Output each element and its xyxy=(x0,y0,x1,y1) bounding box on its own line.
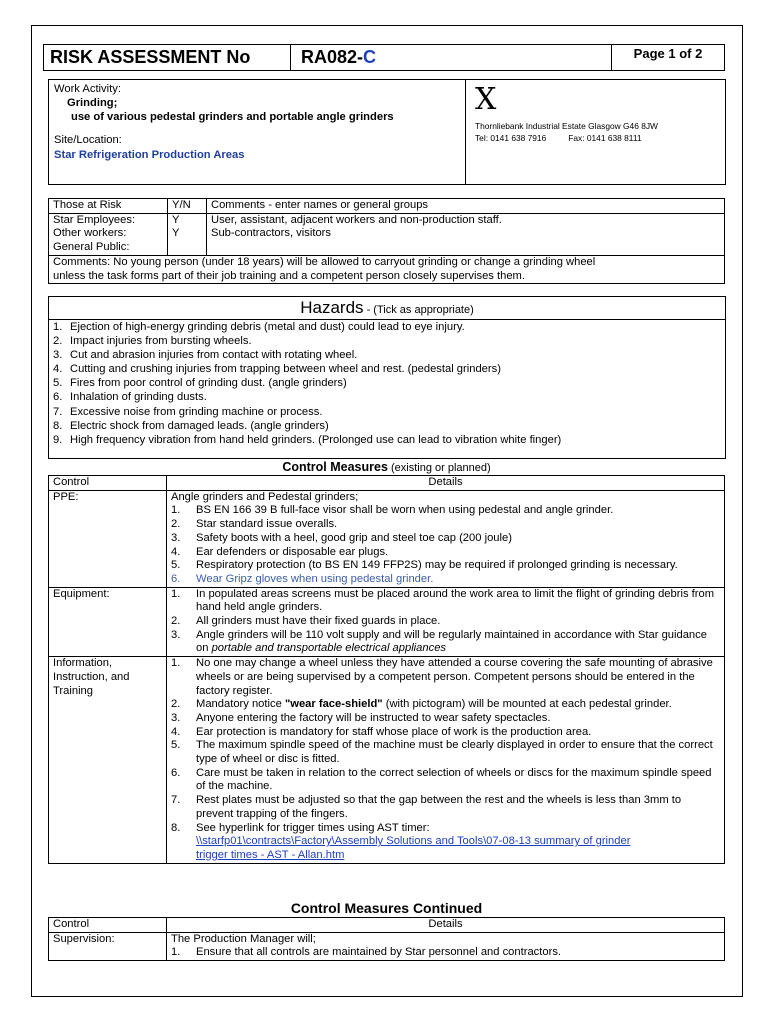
risk-groups-cell xyxy=(49,213,168,255)
ppe-intro: Angle grinders and Pedestal grinders; xyxy=(171,490,359,503)
page-indicator: Page 1 of 2 xyxy=(612,45,725,71)
site-value: Star Refrigeration Production Areas xyxy=(54,149,245,161)
equipment-item: 2. All grinders must have their fixed guards in place. xyxy=(171,615,441,628)
training-item: 5. The maximum spindle speed of the machine must be clearly displayed in order to ensure that the correct type of wheel or disc is fitted. xyxy=(171,739,713,766)
col-header-control: Control xyxy=(49,476,167,491)
hazards-box xyxy=(48,296,726,459)
document-title: RISK ASSESSMENT No xyxy=(44,45,291,71)
site-label: Site/Location: xyxy=(54,134,122,146)
hazard-item: 5. Fires from poor control of grinding dust. (angle grinders) xyxy=(53,377,347,390)
hazard-item: 9. High frequency vibration from hand held grinders. (Prolonged use can lead to vibration white finger) xyxy=(53,433,562,446)
training-item: 3. Anyone entering the factory will be instructed to wear safety spectacles. xyxy=(171,711,551,724)
training-item: 7. Rest plates must be adjusted so that the gap between the rest and the wheels is less than 3mm to prevent trapping of the fingers. xyxy=(171,794,682,820)
comment-line: Comments: No young person (under 18 years) will be allowed to carryout grinding or change a grinding wheel xyxy=(53,255,596,268)
group-comment: Sub-contractors, visitors xyxy=(211,227,331,240)
work-activity-box xyxy=(48,79,726,185)
fax-number: Fax: 0141 638 8111 xyxy=(568,133,642,143)
yn-value: Y xyxy=(172,227,180,240)
trigger-times-link[interactable]: \\starfp01\contracts\Factory\Assembly Solutions and Tools\07-08-13 summary of grinder trigger times - AST - Allan.htm xyxy=(196,835,631,861)
at-risk-table xyxy=(48,198,725,284)
control-subtitle: (existing or planned) xyxy=(387,462,491,474)
activity-description: use of various pedestal grinders and portable angle grinders xyxy=(71,111,394,123)
control-continued-heading: Control Measures Continued xyxy=(290,900,483,916)
hazards-subtitle: - (Tick as appropriate) xyxy=(363,304,474,316)
company-section xyxy=(466,80,724,184)
hazard-item: 7. Excessive noise from grinding machine or process. xyxy=(53,405,323,418)
ppe-details xyxy=(167,490,725,587)
risk-comments-cell xyxy=(207,213,725,255)
company-address xyxy=(475,120,658,144)
ppe-item-gloves: 6. Wear Gripz gloves when using pedestal grinder. xyxy=(171,572,434,585)
equipment-details xyxy=(167,587,725,657)
contact-line xyxy=(475,132,658,144)
hazard-item: 2. Impact injuries from bursting wheels. xyxy=(53,335,252,348)
training-item: 1. No one may change a wheel unless they have attended a course covering the safe mounting of abrasive wheels or are being supervised by a competent person. Competent persons should be entered in the factory register. xyxy=(171,657,713,697)
supervision-item: 1. Ensure that all controls are maintained by Star personnel and contractors. xyxy=(171,946,562,959)
training-item: 2. Mandatory notice "wear face-shield" (with pictogram) will be mounted at each pedestal grinder. xyxy=(171,698,672,711)
yn-value: Y xyxy=(172,213,180,226)
supervision-details xyxy=(167,932,725,960)
col-header-details: Details xyxy=(167,918,725,933)
training-label: Information, Instruction, and Training xyxy=(49,657,167,864)
equipment-label: Equipment: xyxy=(49,587,167,657)
control-title: Control Measures xyxy=(282,460,388,474)
col-header-details: Details xyxy=(167,476,725,491)
comment-line: unless the task forms part of their job training and a competent person closely supervises them. xyxy=(53,269,525,282)
training-item: 8. See hyperlink for trigger times using AST timer: \\starfp01\contracts\Factory\Assembly Solutions and Tools\07-08-13 summary of grinder trigger times - AST - Allan.htm xyxy=(171,821,631,861)
hazard-item: 3. Cut and abrasion injuries from contact with rotating wheel. xyxy=(53,349,358,362)
control-continued-table xyxy=(48,917,725,961)
hazards-heading xyxy=(49,297,725,320)
training-details xyxy=(167,657,725,864)
supervision-intro: The Production Manager will; xyxy=(171,932,316,945)
equipment-item: 1. In populated areas screens must be placed around the work area to limit the flight of grinding debris from hand held angle grinders. xyxy=(171,587,715,614)
training-item: 6. Care must be taken in relation to the correct selection of wheels or discs for the maximum spindle speed of the machine. xyxy=(171,766,712,793)
ppe-item: 5. Respiratory protection (to BS EN 149 FFP2S) may be required if prolonged grinding is necessary. xyxy=(171,559,678,572)
hazard-item: 4. Cutting and crushing injuries from trapping between wheel and rest. (pedestal grinders) xyxy=(53,363,501,376)
col-header-yn: Y/N xyxy=(168,199,207,214)
col-header-control: Control xyxy=(49,918,167,933)
hazard-item: 6. Inhalation of grinding dusts. xyxy=(53,391,207,404)
group-label: Other workers: xyxy=(53,227,127,240)
control-measures-heading xyxy=(48,459,725,476)
assessment-number: RA082-C xyxy=(291,45,612,71)
work-activity-label: Work Activity: xyxy=(54,83,121,95)
group-label: Star Employees: xyxy=(53,213,136,226)
hazard-item: 8. Electric shock from damaged leads. (angle grinders) xyxy=(53,419,329,432)
address-line: Thornliebank Industrial Estate Glasgow G46 8JW xyxy=(475,121,658,131)
tel-number: Tel: 0141 638 7916 xyxy=(475,133,547,143)
ppe-item: 3. Safety boots with a heel, good grip and steel toe cap (200 joule) xyxy=(171,531,512,544)
hazard-list xyxy=(49,320,725,447)
risk-yn-cell xyxy=(168,213,207,255)
activity-title: Grinding; xyxy=(67,97,118,109)
col-header-comments: Comments - enter names or general groups xyxy=(207,199,725,214)
document-header xyxy=(43,44,725,71)
ppe-label: PPE: xyxy=(49,490,167,587)
hazard-item: 1. Ejection of high-energy grinding debris (metal and dust) could lead to eye injury. xyxy=(53,321,465,333)
company-logo: X xyxy=(475,82,497,117)
group-label: General Public: xyxy=(53,241,130,254)
group-comment: User, assistant, adjacent workers and non-production staff. xyxy=(211,213,502,226)
col-header-at-risk: Those at Risk xyxy=(49,199,168,214)
training-item: 4. Ear protection is mandatory for staff whose place of work is the production area. xyxy=(171,725,592,738)
equipment-item: 3. Angle grinders will be 110 volt supply and will be regularly maintained in accordance with Star guidance on portable and transportable electrical appliances xyxy=(171,628,707,655)
hazards-title: Hazards xyxy=(300,298,364,317)
supervision-label: Supervision: xyxy=(49,932,167,960)
work-activity-section xyxy=(49,80,466,184)
ppe-item: 2. Star standard issue overalls. xyxy=(171,518,338,531)
control-measures-table xyxy=(48,475,725,864)
ppe-item: 4. Ear defenders or disposable ear plugs. xyxy=(171,545,389,558)
ppe-item: 1. BS EN 166 39 B full-face visor shall be worn when using pedestal and angle grinder. xyxy=(171,504,614,517)
young-person-comment xyxy=(49,255,725,283)
